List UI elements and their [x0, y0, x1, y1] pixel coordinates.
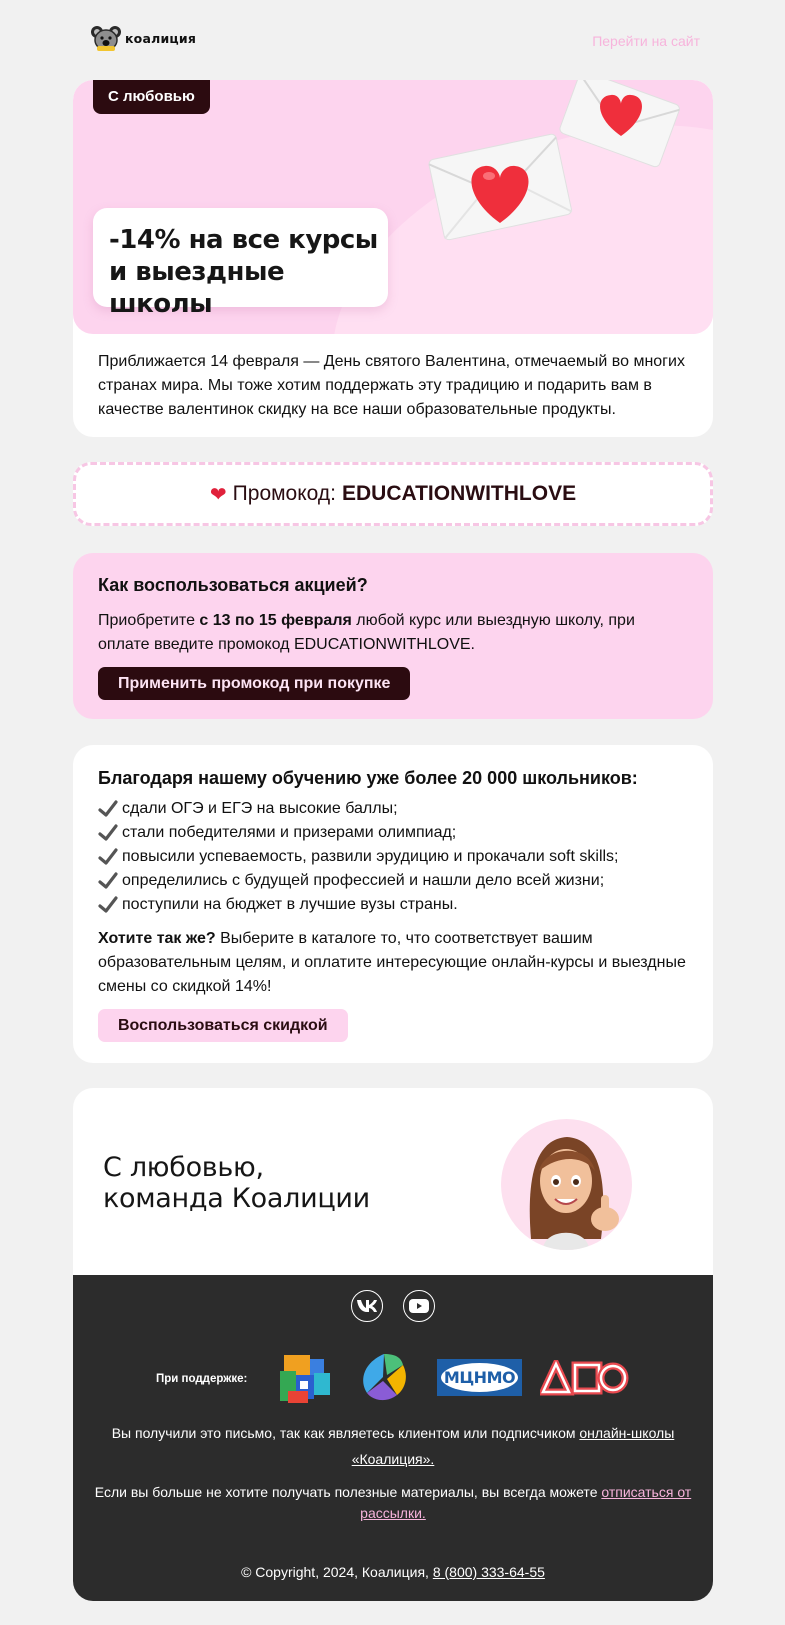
checkmark-icon	[98, 847, 118, 867]
cta-description: Выберите в каталоге то, что соответствует вашим образовательным целям, и оплатите интересующие онлайн-курсы и выездные смены со скидкой 14%!	[98, 930, 686, 995]
signature-text	[103, 1152, 370, 1214]
signature-line1: С любовью,	[103, 1152, 264, 1183]
partner-cubes-logo-icon[interactable]	[278, 1351, 334, 1405]
email-header	[73, 0, 713, 80]
use-discount-button[interactable]: Воспользоваться скидкой	[98, 1009, 348, 1042]
vk-button[interactable]	[351, 1290, 383, 1322]
list-item-text: сдали ОГЭ и ЕГЭ на высокие баллы;	[122, 800, 398, 817]
signature-card	[73, 1088, 713, 1276]
checkmark-icon	[98, 799, 118, 819]
youtube-button[interactable]	[403, 1290, 435, 1322]
unsubscribe-link[interactable]: отписаться от рассылки.	[360, 1484, 692, 1521]
list-item-text: определились с будущей профессией и нашли дело всей жизни;	[122, 872, 605, 889]
support-label: При поддержке:	[156, 1373, 248, 1385]
hero-card	[73, 80, 713, 437]
checkmark-icon	[98, 823, 118, 843]
heart-icon: ❤	[209, 483, 227, 506]
how-title: Как воспользоваться акцией?	[98, 575, 368, 595]
how-to-use-card	[73, 553, 713, 719]
achievements-list	[98, 797, 619, 917]
list-item	[98, 893, 619, 917]
mcnmo-oval	[441, 1363, 518, 1392]
envelope-heart-icon	[425, 128, 575, 244]
how-description	[98, 609, 688, 657]
hero-banner	[73, 80, 713, 334]
memoji-avatar-icon	[501, 1119, 632, 1250]
checkmark-icon	[98, 871, 118, 891]
phone-link[interactable]: 8 (800) 333-64-55	[432, 1564, 545, 1580]
social-links	[73, 1290, 713, 1322]
hero-title-line2: и выездные школы	[109, 257, 285, 319]
signature-line2: команда Коалиции	[103, 1183, 370, 1214]
list-item	[98, 797, 619, 821]
how-text-before: Приобретите	[98, 612, 200, 629]
mcnmo-text: МЦНМО	[443, 1368, 516, 1387]
envelope-heart-small-icon	[555, 80, 685, 168]
promo-code[interactable]: EDUCATIONWITHLOVE	[341, 482, 577, 505]
partner-mcnmo-logo[interactable]	[437, 1359, 522, 1396]
notice-text: Вы получили это письмо, так как являетесь клиентом или подписчиком	[111, 1425, 580, 1441]
hero-title-box	[93, 208, 388, 319]
achievements-title: Благодаря нашему обучению уже более 20 000 школьников:	[98, 768, 638, 788]
how-dates: с 13 по 15 февраля	[199, 612, 352, 629]
hero-badge: С любовью	[93, 80, 210, 114]
checkmark-icon	[98, 895, 118, 915]
school-link[interactable]: онлайн-школы «Коалиция».	[351, 1425, 675, 1467]
go-to-site-link[interactable]: Перейти на сайт	[592, 33, 700, 49]
email-footer	[73, 1275, 713, 1601]
promo-code-box[interactable]	[73, 462, 713, 526]
support-partners	[73, 1350, 713, 1406]
list-item	[98, 869, 619, 893]
achievements-cta-text	[98, 927, 690, 999]
hero-title-line1: -14% на все курсы	[109, 225, 378, 255]
unsubscribe-text: Если вы больше не хотите получать полезные материалы, вы всегда можете	[94, 1484, 602, 1500]
apply-promo-button[interactable]: Применить промокод при покупке	[98, 667, 410, 700]
promo-label: Промокод:	[232, 482, 336, 505]
partner-star-logo-icon[interactable]	[357, 1351, 411, 1405]
list-item	[98, 821, 619, 845]
youtube-icon	[409, 1299, 429, 1313]
avatar	[501, 1119, 632, 1250]
list-item	[98, 845, 619, 869]
subscription-notice	[93, 1420, 693, 1472]
vk-icon	[356, 1299, 378, 1313]
list-item-text: стали победителями и призерами олимпиад;	[122, 824, 457, 841]
hero-description: Приближается 14 февраля — День святого Валентина, отмечаемый во многих странах мира. Мы тоже хотим поддержать эту традицию и подарить вам в качестве валентинок скидку на все наши образовательные продукты.	[98, 353, 685, 418]
brand-name: коалиция	[125, 30, 197, 46]
partner-dpo-logo-icon[interactable]	[540, 1360, 630, 1396]
copyright	[93, 1559, 693, 1585]
koala-logo-icon	[91, 24, 121, 52]
how-text-after: любой курс или выездную школу, при оплате введите промокод EDUCATIONWITHLOVE.	[98, 612, 635, 653]
copyright-text: © Copyright, 2024, Коалиция,	[241, 1564, 433, 1580]
list-item-text: поступили на бюджет в лучшие вузы страны.	[122, 896, 458, 913]
brand-logo[interactable]	[91, 24, 196, 52]
achievements-card	[73, 745, 713, 1063]
cta-question: Хотите так же?	[98, 930, 216, 947]
list-item-text: повысили успеваемость, развили эрудицию и прокачали soft skills;	[122, 848, 619, 865]
unsubscribe-notice	[93, 1482, 693, 1524]
